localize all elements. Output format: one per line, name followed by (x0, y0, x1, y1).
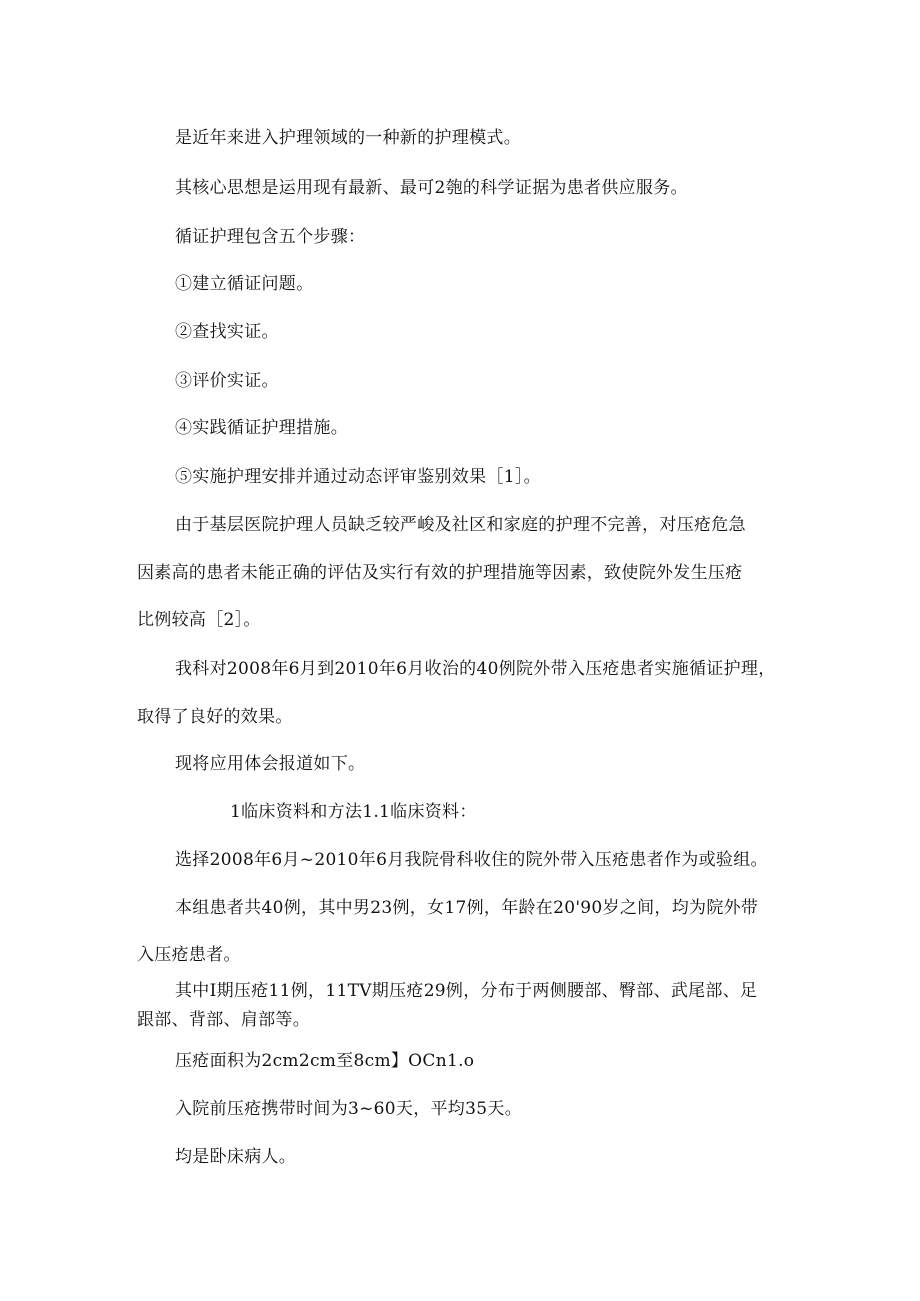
paragraph-line: 现将应用体会报道如下。 (175, 754, 366, 774)
paragraph-line: 循证护理包含五个步骤： (175, 227, 366, 247)
paragraph-line: 由于基层医院护理人员缺乏较严峻及社区和家庭的护理不完善，对压疮危急 (175, 515, 746, 535)
paragraph-line: 取得了良好的效果。 (137, 707, 293, 727)
paragraph-line: 我科对2008年6月到2010年6月收治的40例院外带入压疮患者实施循证护理， (175, 659, 776, 679)
paragraph-line: 选择2008年6月~2010年6月我院骨科收住的院外带入压疮患者作为或验组。 (175, 850, 768, 870)
list-item: ②查找实证。 (175, 322, 279, 342)
paragraph-line: 本组患者共40例，其中男23例，女17例，年龄在20'90岁之间，均为院外带 (175, 898, 759, 918)
paragraph-line: 是近年来进入护理领域的一种新的护理模式。 (175, 128, 521, 148)
paragraph-line: 其核心思想是运用现有最新、最可2匏的科学证据为患者供应服务。 (175, 178, 688, 198)
list-item: ③评价实证。 (175, 371, 279, 391)
paragraph-line: 其中I期压疮11例，11TV期压疮29例，分布于两侧腰部、臀部、武尾部、足 (175, 981, 758, 1001)
paragraph-line: 因素高的患者未能正确的评估及实行有效的护理措施等因素，致使院外发生压疮 (137, 563, 743, 583)
paragraph-line: 均是卧床病人。 (175, 1147, 297, 1167)
paragraph-line: 入院前压疮携带时间为3~60天，平均35天。 (175, 1099, 522, 1119)
paragraph-line: 压疮面积为2cm2cm至8cm】OCn1.o (175, 1051, 475, 1071)
paragraph-line: 入压疮患者。 (137, 945, 241, 965)
paragraph-line: 跟部、背部、肩部等。 (137, 1010, 310, 1030)
list-item: ①建立循证问题。 (175, 274, 314, 294)
list-item: ⑤实施护理安排并通过动态评审鉴别效果［1］。 (175, 467, 541, 487)
list-item: ④实践循证护理措施。 (175, 418, 348, 438)
section-heading: 1临床资料和方法1.1临床资料： (230, 802, 477, 822)
paragraph-line: 比例较高［2］。 (137, 610, 261, 630)
